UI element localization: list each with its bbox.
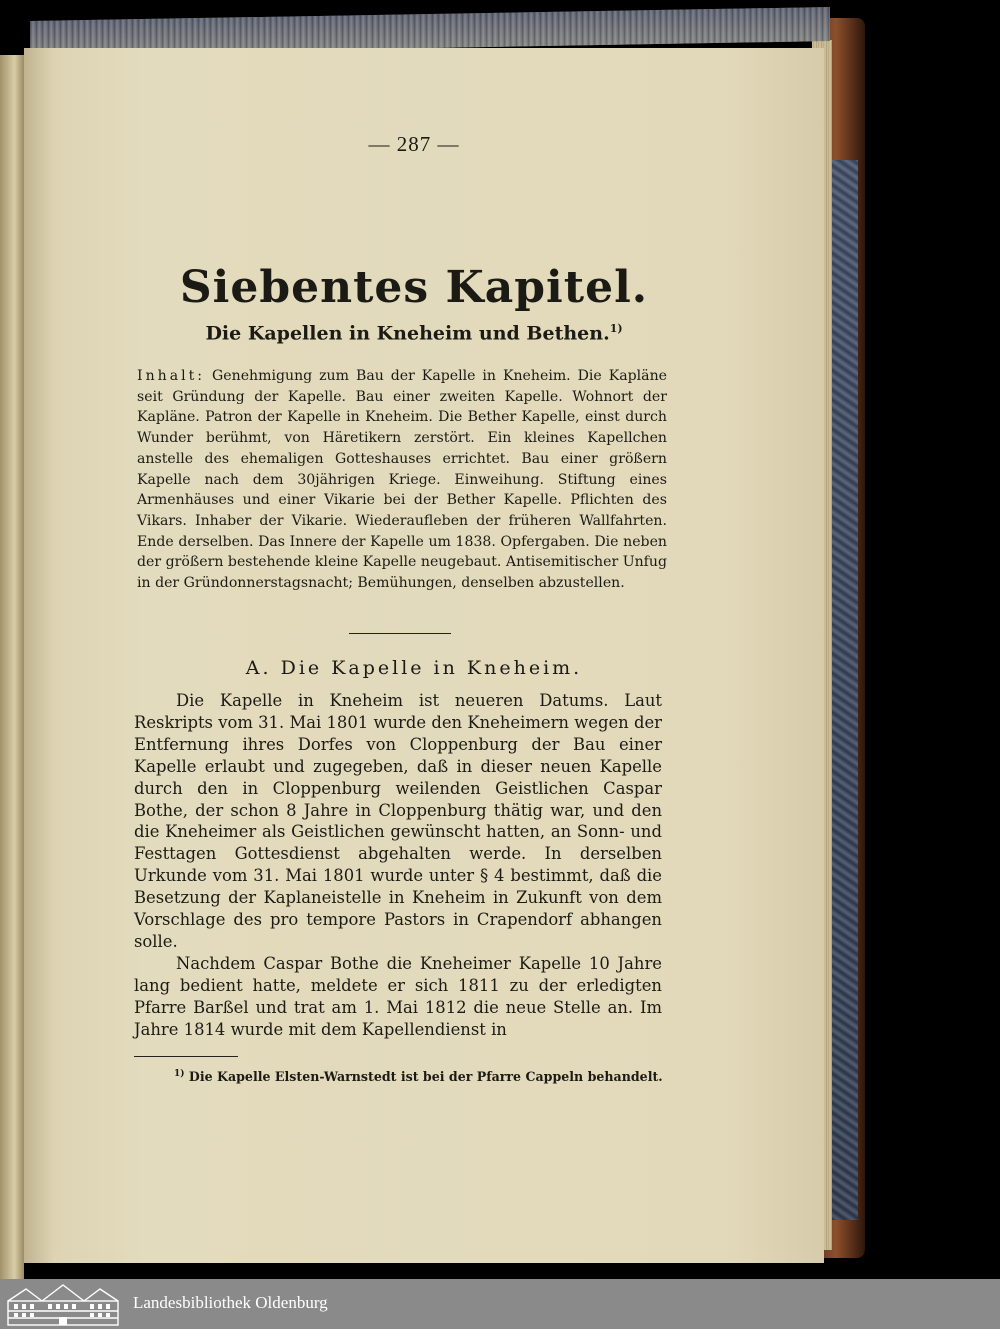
footnote-marker: 1) <box>174 1069 185 1079</box>
left-page-edge <box>0 55 24 1279</box>
chapter-subtitle-note: 1) <box>609 322 623 335</box>
book-page <box>24 48 824 1263</box>
marbled-edge <box>832 160 858 1220</box>
library-building-icon[interactable] <box>2 1281 124 1327</box>
chapter-subtitle <box>24 322 804 344</box>
footer-bar <box>0 1279 1000 1329</box>
chapter-title: Siebentes Kapitel. <box>179 262 649 313</box>
chapter-contents-summary <box>137 366 667 594</box>
body-text <box>134 690 662 1041</box>
footnote <box>174 1069 674 1084</box>
contents-text: Genehmigung zum Bau der Kapelle in Kneheim. Die Kapläne seit Gründung der Kapelle. Bau einer zweiten Kapelle. Wohnort der Kapläne. Patron der Kapelle in Kneheim. Die Bether Kapelle, einst durch Wunder berühmt, von Häretikern zerstört. Ein kleines Kapellchen anstelle des ehemaligen Gotteshauses errichtet. Bau einer größern Kapelle nach dem 30jährigen Kriege. Einweihung. Stiftung eines Armenhäuses und einer Vikarie bei der Bether Kapelle. Pflichten des Vikars. Inhaber der Vikarie. Wiederaufleben der früheren Wallfahrten. Ende derselben. Das Innere der Kapelle um 1838. Opfergaben. Die neben der größern bestehende kleine Kapelle neugebaut. Antisemitischer Unfug in der Gründonnerstagsnacht; Bemühungen, denselben abzustellen. <box>137 368 668 592</box>
library-name[interactable]: Landesbibliothek Oldenburg <box>133 1293 328 1312</box>
footnote-text: Die Kapelle Elsten-Warnstedt ist bei der Pfarre Cappeln behandelt. <box>188 1069 663 1085</box>
chapter-subtitle-text: Die Kapellen in Kneheim und Bethen. <box>205 322 610 345</box>
paragraph: Die Kapelle in Kneheim ist neueren Datums. Laut Reskripts vom 31. Mai 1801 wurde den Kneheimern wegen der Entfernung ihres Dorfes von Cloppenburg der Bau einer Kapelle erlaubt und zugegeben, daß in dieser neuen Kapelle durch den in Cloppenburg weilenden Geistlichen Caspar Bothe, der schon 8 Jahre in Cloppenburg thätig war, und den die Kneheimer als Geistlichen gewünscht hatten, an Sonn- und Festtagen Gottesdienst abgehalten werde. In derselben Urkunde vom 31. Mai 1801 wurde unter § 4 bestimmt, daß die Besetzung der Kaplaneistelle in Kneheim in Zukunft von dem Vorschlage des pro tempore Pastors in Crapendorf abhangen solle. <box>134 691 662 951</box>
section-divider <box>349 633 451 634</box>
section-heading: A. Die Kapelle in Kneheim. <box>245 657 583 679</box>
page-number: — 287 — <box>368 132 460 156</box>
contents-label: Inhalt: <box>137 368 206 384</box>
paragraph: Nachdem Caspar Bothe die Kneheimer Kapelle 10 Jahre lang bedient hatte, meldete er sich 1811 zu der erledigten Pfarre Barßel und trat am 1. Mai 1812 die neue Stelle an. Im Jahre 1814 wurde mit dem Kapellendienst in <box>134 953 662 1039</box>
footnote-divider <box>134 1056 238 1057</box>
